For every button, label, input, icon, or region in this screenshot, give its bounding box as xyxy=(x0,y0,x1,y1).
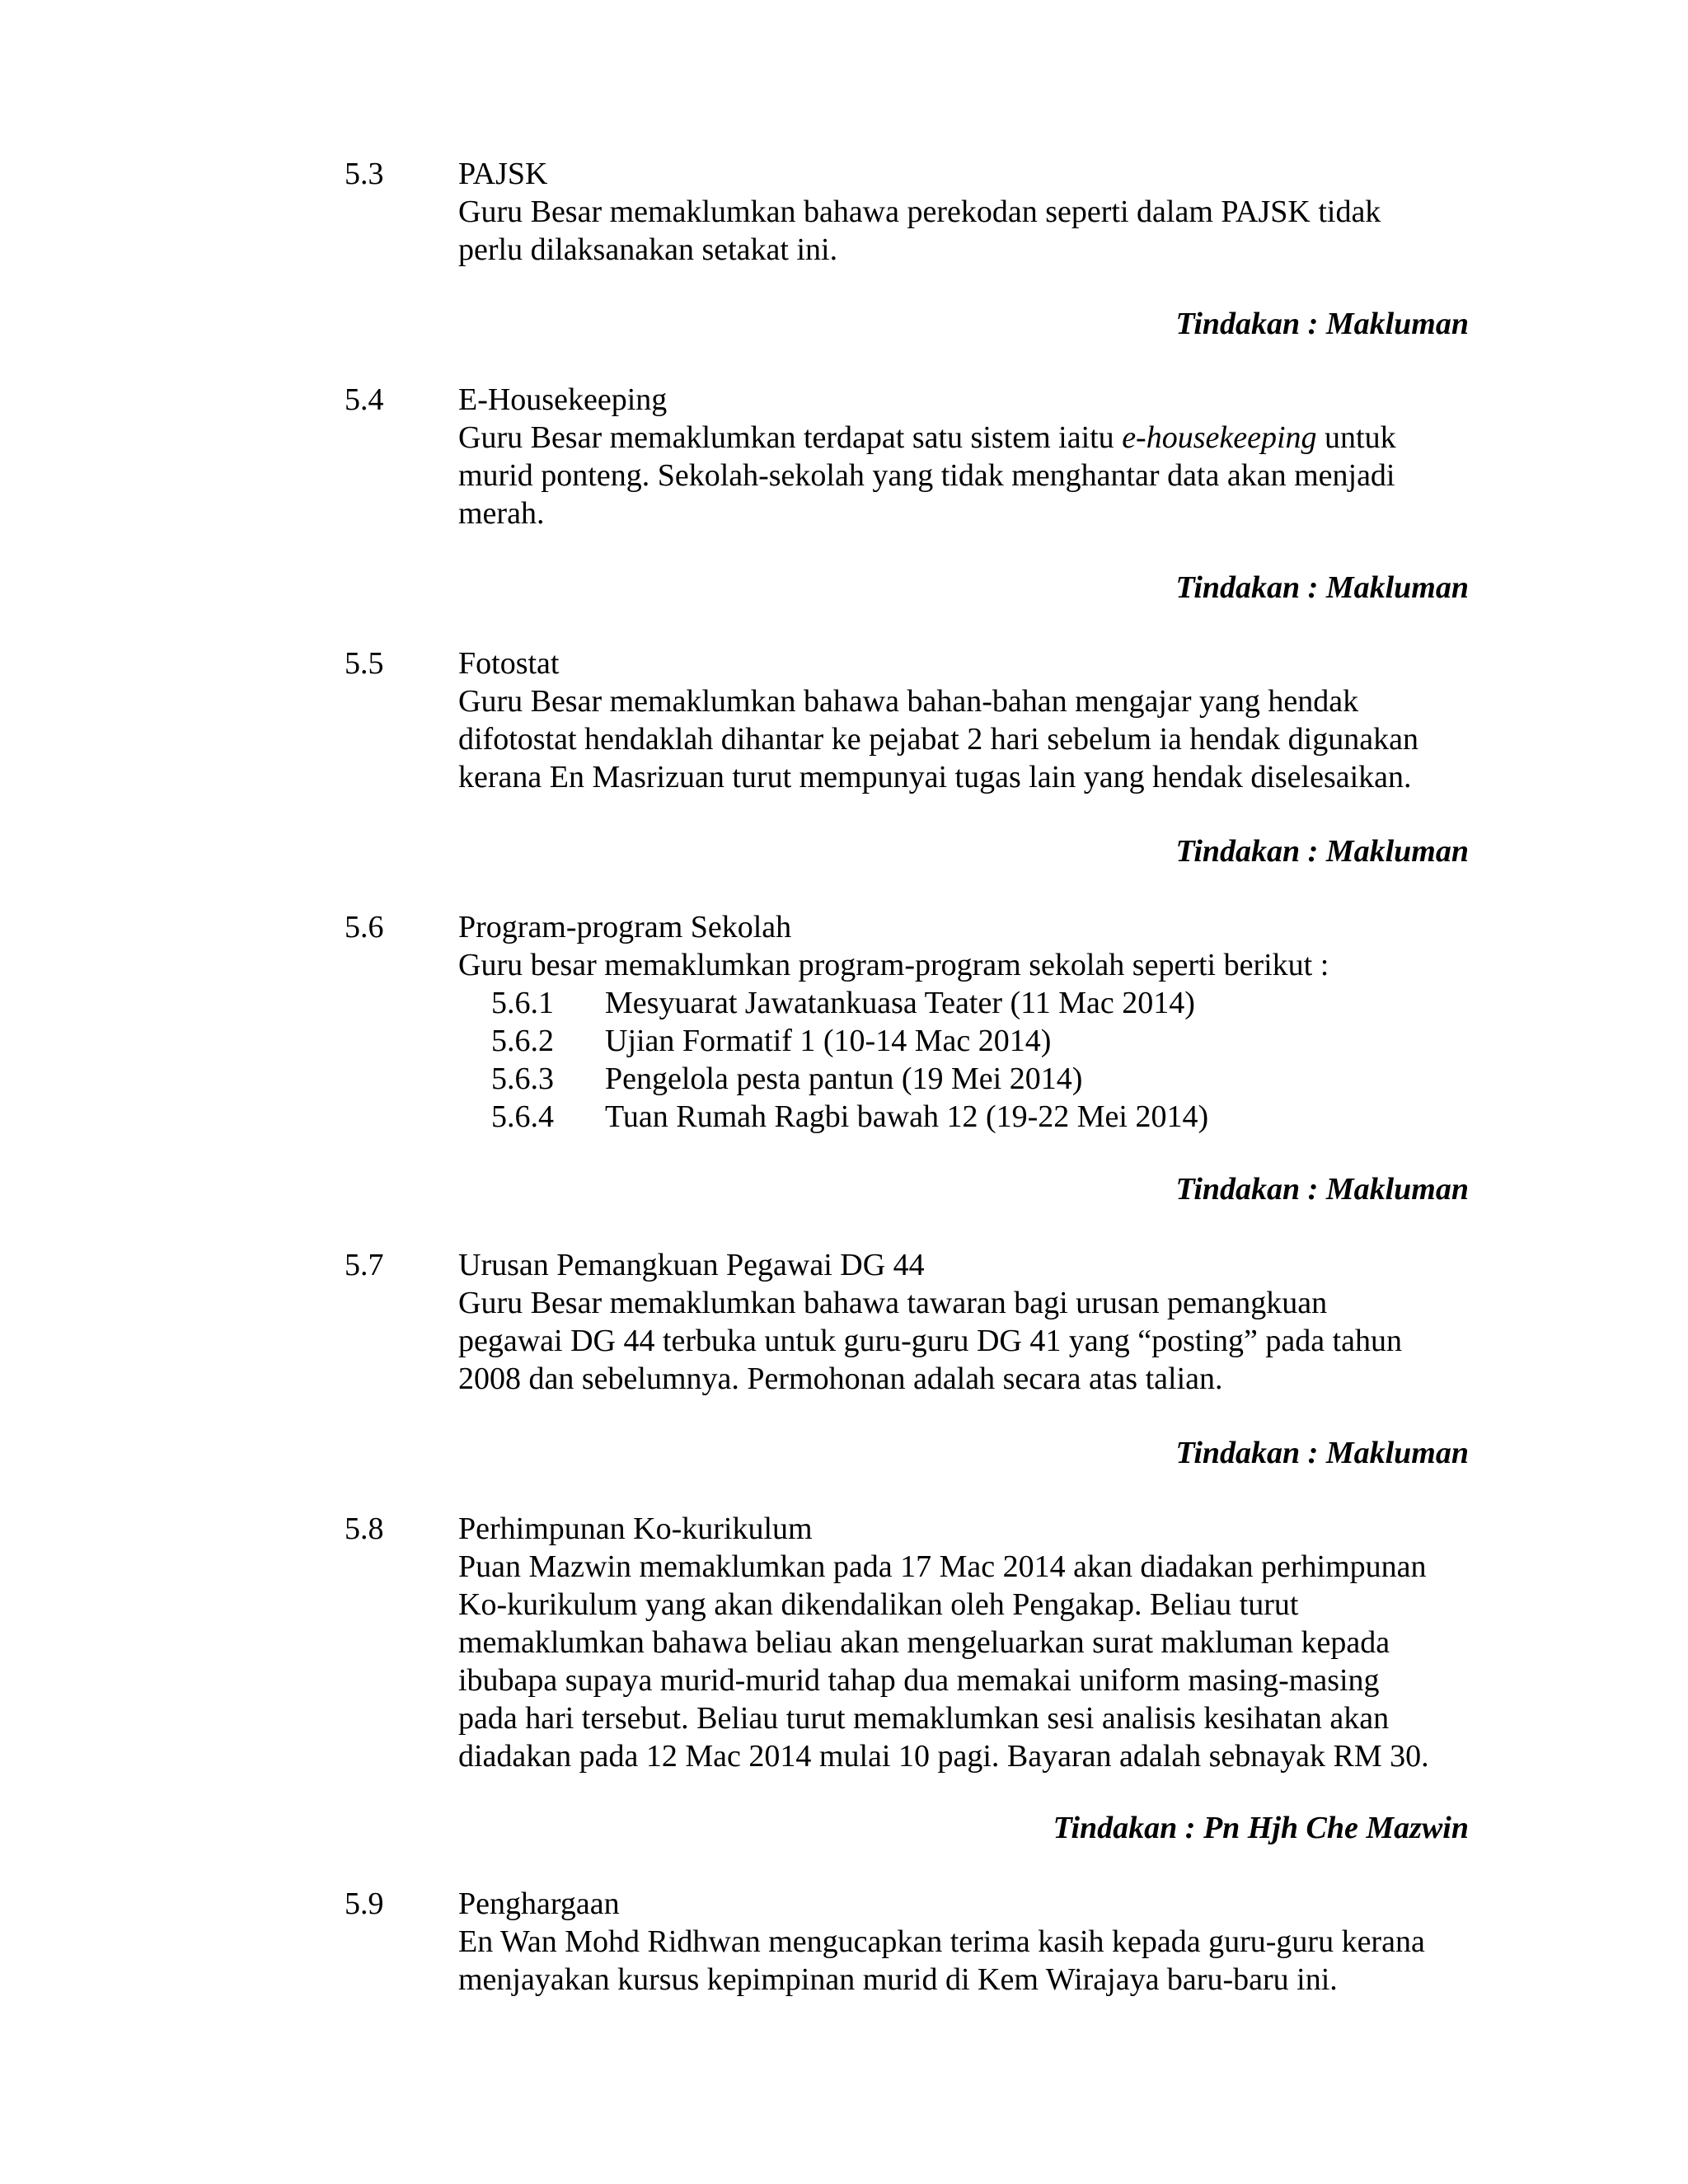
section-number: 5.9 xyxy=(345,1886,384,1921)
section-number: 5.8 xyxy=(345,1511,384,1546)
paragraph-text: untuk xyxy=(1316,420,1396,455)
section-body xyxy=(458,381,1480,532)
section-number: 5.5 xyxy=(345,646,384,681)
sub-item-text: Tuan Rumah Ragbi bawah 12 (19-22 Mei 2014) xyxy=(605,1099,1209,1134)
section-number: 5.3 xyxy=(345,157,384,191)
paragraph-text: Guru Besar memaklumkan terdapat satu sistem iaitu xyxy=(458,420,1123,455)
paragraph-line: memaklumkan bahawa beliau akan mengeluarkan surat makluman kepada xyxy=(458,1625,1390,1660)
section-body xyxy=(458,908,1480,1136)
paragraph-line: pegawai DG 44 terbuka untuk guru-guru DG 41 yang “posting” pada tahun xyxy=(458,1324,1402,1358)
action-note: Tindakan : Makluman xyxy=(1175,1436,1469,1470)
sub-item xyxy=(458,1060,1480,1098)
section-number: 5.6 xyxy=(345,910,384,944)
sub-item-text: Mesyuarat Jawatankuasa Teater (11 Mac 2014) xyxy=(605,986,1195,1020)
section-title: PAJSK xyxy=(458,157,548,191)
section-title: Fotostat xyxy=(458,646,560,681)
sub-item-text: Ujian Formatif 1 (10-14 Mac 2014) xyxy=(605,1024,1052,1058)
sub-item-number: 5.6.2 xyxy=(491,1024,554,1058)
section-title: Urusan Pemangkuan Pegawai DG 44 xyxy=(458,1248,925,1282)
paragraph-line: Guru Besar memaklumkan bahawa bahan-bahan mengajar yang hendak xyxy=(458,684,1359,719)
section-title: Perhimpunan Ko-kurikulum xyxy=(458,1511,813,1546)
action-note: Tindakan : Pn Hjh Che Mazwin xyxy=(1053,1811,1469,1845)
sub-item xyxy=(458,1098,1480,1136)
section-title: E-Housekeeping xyxy=(458,382,668,417)
section-number: 5.7 xyxy=(345,1248,384,1282)
paragraph-line: difotostat hendaklah dihantar ke pejabat 2 hari sebelum ia hendak digunakan xyxy=(458,722,1418,757)
paragraph-line: Puan Mazwin memaklumkan pada 17 Mac 2014 akan diadakan perhimpunan xyxy=(458,1549,1427,1584)
paragraph-line: murid ponteng. Sekolah-sekolah yang tidak menghantar data akan menjadi xyxy=(458,458,1395,493)
section-body xyxy=(458,155,1480,269)
sub-item-text: Pengelola pesta pantun (19 Mei 2014) xyxy=(605,1062,1083,1096)
section-body xyxy=(458,1510,1480,1775)
paragraph-line: En Wan Mohd Ridhwan mengucapkan terima kasih kepada guru-guru kerana xyxy=(458,1924,1425,1959)
action-note: Tindakan : Makluman xyxy=(1175,834,1469,869)
paragraph-line: Guru Besar memaklumkan bahawa tawaran bagi urusan pemangkuan xyxy=(458,1286,1328,1320)
paragraph-line: ibubapa supaya murid-murid tahap dua memakai uniform masing-masing xyxy=(458,1663,1380,1698)
paragraph-line: pada hari tersebut. Beliau turut memaklumkan sesi analisis kesihatan akan xyxy=(458,1701,1390,1736)
paragraph-line: diadakan pada 12 Mac 2014 mulai 10 pagi. Bayaran adalah sebnayak RM 30. xyxy=(458,1739,1429,1774)
section-title: Program-program Sekolah xyxy=(458,910,792,944)
paragraph-line: Guru Besar memaklumkan bahawa perekodan seperti dalam PAJSK tidak xyxy=(458,194,1381,229)
action-note: Tindakan : Makluman xyxy=(1175,570,1469,605)
paragraph-line: Guru besar memaklumkan program-program sekolah seperti berikut : xyxy=(458,948,1329,982)
action-note: Tindakan : Makluman xyxy=(1175,1172,1469,1207)
sub-item-number: 5.6.1 xyxy=(491,986,554,1020)
action-note: Tindakan : Makluman xyxy=(1175,307,1469,341)
section-number: 5.4 xyxy=(345,382,384,417)
sub-item-number: 5.6.3 xyxy=(491,1062,554,1096)
paragraph-line: perlu dilaksanakan setakat ini. xyxy=(458,232,838,267)
section-title: Penghargaan xyxy=(458,1886,620,1921)
paragraph-line: kerana En Masrizuan turut mempunyai tugas lain yang hendak diselesaikan. xyxy=(458,760,1412,794)
section-body xyxy=(458,1246,1480,1398)
paragraph-line: merah. xyxy=(458,496,545,531)
sub-item xyxy=(458,984,1480,1022)
section-body xyxy=(458,1885,1480,1999)
emphasis-text: e-housekeeping xyxy=(1122,420,1317,455)
sub-item-number: 5.6.4 xyxy=(491,1099,554,1134)
sub-item xyxy=(458,1022,1480,1060)
paragraph-line: 2008 dan sebelumnya. Permohonan adalah secara atas talian. xyxy=(458,1361,1223,1396)
section-body xyxy=(458,644,1480,796)
paragraph-line: menjayakan kursus kepimpinan murid di Kem Wirajaya baru-baru ini. xyxy=(458,1962,1338,1997)
paragraph-line: Ko-kurikulum yang akan dikendalikan oleh Pengakap. Beliau turut xyxy=(458,1587,1299,1622)
paragraph-line xyxy=(458,419,1480,457)
